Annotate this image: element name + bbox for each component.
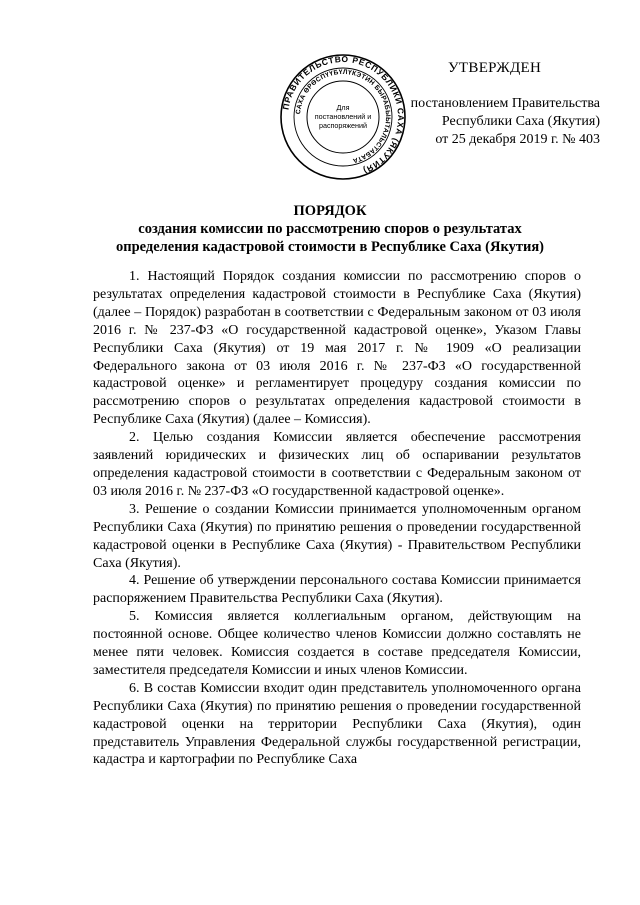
- seal-inner-text: САХА ӨРӨСПҮҮБҮЛҮКЭТИН БЫРАБЫЫТАЛЬСТАБАТА: [295, 68, 392, 164]
- paragraph-1: 1. Настоящий Порядок создания комиссии по рассмотрению споров о результатах определения кадастровой стоимости в Республике Саха (Якутия) (далее – Порядок) разработан в соответствии с Федеральным законом от 03 июля 2016 г. № 237-ФЗ «О государственной кадастровой оценке», Указом Главы Республики Саха (Якутия) от 19 мая 2017 г. № 1909 «О реализации Федерального закона от 03 июля 2016 г. № 237-ФЗ «О государственной кадастровой оценке» и регламентирует процедуру создания комиссии по рассмотрению споров о результатах определения кадастровой стоимости в Республике Саха (Якутия) (далее – Комиссия).: [93, 269, 581, 428]
- paragraph-5: 5. Комиссия является коллегиальным органом, действующим на постоянной основе. Общее количество членов Комиссии должно составлять не менее пяти человек. Комиссия создается в составе председателя Комиссии, заместителя председателя Комиссии и иных членов Комиссии.: [93, 609, 581, 678]
- seal-outer-text: ПРАВИТЕЛЬСТВО РЕСПУБЛИКИ САХА (ЯКУТИЯ): [280, 53, 407, 177]
- approved-label: УТВЕРЖДЕН: [448, 60, 542, 76]
- paragraph-4: 4. Решение об утверждении персонального состава Комиссии принимается распоряжением Правительства Республики Саха (Якутия).: [93, 573, 581, 607]
- paragraph-3: 3. Решение о создании Комиссии принимается уполномоченным органом Республики Саха (Якутия) по принятию решения о проведении государственной кадастровой оценки в Республике Саха (Якутия) - Правительством Республики Саха (Якутия).: [93, 501, 581, 571]
- seal-center-line1: Для: [336, 103, 350, 112]
- seal-center-line3: распоряжений: [318, 121, 368, 130]
- approval-line-1: постановлением Правительства: [410, 96, 600, 111]
- approval-block: [370, 95, 600, 149]
- document-body: [93, 268, 581, 769]
- approval-line-2: Республики Саха (Якутия): [441, 114, 600, 129]
- seal-center-line2: постановлений и: [314, 112, 372, 121]
- title-line-1: ПОРЯДОК: [293, 203, 367, 219]
- paragraph-6: 6. В состав Комиссии входит один представитель уполномоченного органа Республики Саха (Якутия) по принятию решения о проведении государственной кадастровой оценки на территории Республики Саха (Якутия), один представитель Управления Федеральной службы государственной регистрации, кадастра и картографии по Республике Саха: [93, 680, 581, 768]
- document-title: [60, 202, 600, 256]
- title-line-3: определения кадастровой стоимости в Республике Саха (Якутия): [115, 239, 545, 255]
- approval-line-3: от 25 декабря 2019 г. № 403: [435, 132, 600, 147]
- paragraph-2: 2. Целью создания Комиссии является обеспечение рассмотрения заявлений юридических и физических лиц об оспаривании результатов определения кадастровой стоимости в соответствии с Федеральным законом от 03 июля 2016 г. № 237-ФЗ «О государственной кадастровой оценке».: [93, 430, 581, 499]
- title-line-2: создания комиссии по рассмотрению споров о результатах: [138, 221, 522, 237]
